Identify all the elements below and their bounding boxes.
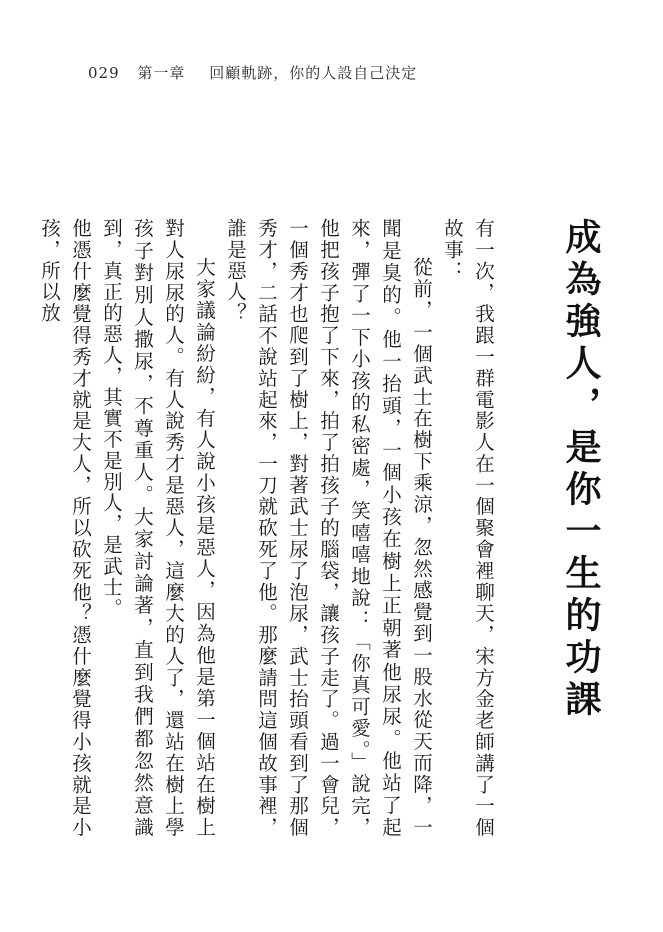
paragraph-question: 他憑什麼覺得秀才就是大人，所以砍死他？憑什麼覺得小孩就是小孩，所以放 — [38, 218, 92, 838]
chapter-label: 第一章 — [137, 64, 186, 82]
paragraph-story: 從前，一個武士在樹下乘涼，忽然感覺到一股水從天而降，一聞是臭的。他一抬頭，一個小孩在樹上正朝著他尿尿。他站了起來，彈了一下小孩的私密處，笑嘻嘻地說：「你真可愛。」說完，他把孩子抱了下來，拍了拍孩子的腦袋，讓孩子走了。過一會兒，一個秀才也爬到了樹上，對著武士尿了泡尿，武士抬頭看到了那個秀才，二話不說站起來，一刀就砍死了他。那麼請問這個故事裡，誰是惡人？ — [224, 218, 433, 838]
page-number: 029 — [88, 64, 120, 82]
section-title: 成為強人，是你一生的功課 — [560, 218, 602, 722]
chapter-title: 回顧軌跡，你的人設自己決定 — [209, 64, 418, 82]
paragraph-intro: 有一次，我跟一群電影人在一個聚會裡聊天，宋方金老師講了一個故事： — [441, 218, 495, 838]
paragraph-discussion: 大家議論紛紛，有人說小孩是惡人，因為他是第一個站在樹上對人尿尿的人。有人說秀才是惡人，這麼大的人了，還站在樹上學孩子對別人撒尿，不尊重人。大家討論著，直到我們都忽然意識到，真正的惡人，其實不是別人，是武士。 — [100, 218, 216, 838]
running-header — [88, 62, 417, 83]
vertical-text-body — [34, 218, 605, 838]
